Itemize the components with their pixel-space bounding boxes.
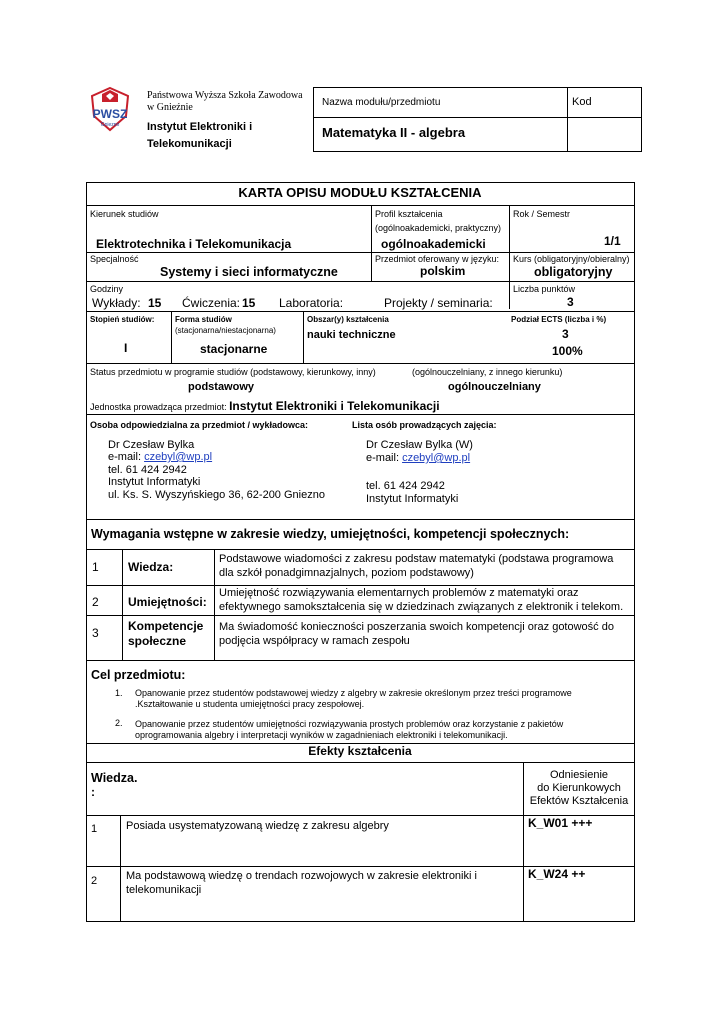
kurs-label: Kurs (obligatoryjny/obieralny) [513,254,630,264]
school-logo [88,86,132,132]
rok-value: 1/1 [604,234,621,248]
school-name-line1: Państwowa Wyższa Szkoła Zawodowa [147,90,303,101]
teacher-email-link[interactable]: czebyl@wp.pl [402,452,471,464]
specjalnosc-value: Systemy i sieci informatyczne [160,265,338,279]
effects-title: Efekty kształcenia [308,744,412,758]
teacher-phone: tel. 61 424 2942 [366,480,445,492]
profil-label: Profil kształcenia [375,209,443,219]
goal-title: Cel przedmiotu: [91,668,186,682]
effects-section-colon: : [91,785,95,799]
jednostka-row [90,400,440,414]
requirement-desc: Umiejętność rozwiązywania elementarnych problemów z matematyki oraz efektywnego samokształcenia się w dziedzinach związanych z elektronik i telekom. [219,587,624,613]
forma-sublabel: (stacjonarna/niestacjonarna) [175,326,276,335]
logo-sub: Gniezno [100,122,120,128]
goal-text: Opanowanie przez studentów umiejętności rozwiązywania prostych problemów oraz korzystanie z pakietów oprogramowania algebry i interpretacji wyników w zagadnieniach elektroniki i telekomunikacji. [135,719,564,741]
requirement-name: Umiejętności: [128,595,207,609]
requirement-name: Wiedza: [128,560,174,574]
module-name-label: Nazwa modułu/przedmiotu [322,97,441,108]
goal-num: 2. [115,718,123,728]
rok-label: Rok / Semestr [513,209,571,219]
specjalnosc-label: Specjalność [90,254,139,264]
ref-header: do Kierunkowych [537,782,621,794]
effect-num: 2 [91,875,98,887]
jednostka-label: Jednostka prowadząca przedmiot: [90,402,227,412]
requirement-num: 1 [92,560,99,574]
module-name-box [313,87,642,152]
email-label: e-mail: [366,452,403,464]
requirement-desc: Ma świadomość konieczności poszerzania swoich kompetencji oraz gotowość do podjęcia współpracy w ramach zespołu [219,621,614,647]
kierunek-label: Kierunek studiów [90,209,159,219]
responsible-address: ul. Ks. S. Wyszyńskiego 36, 62-200 Gniezno [108,489,325,501]
stopien-value: I [124,341,128,355]
effect-ref: K_W01 +++ [528,816,593,830]
effect-text: Posiada usystematyzowaną wiedzę z zakresu algebry [126,820,389,832]
podzial-percent: 100% [552,344,583,358]
teacher-institute: Instytut Informatyki [366,493,459,505]
responsible-email-row [108,451,212,464]
kurs-value: obligatoryjny [534,265,613,279]
cwiczenia-label: Ćwiczenia: [182,296,241,310]
card-title: KARTA OPISU MODUŁU KSZTAŁCENIA [238,185,482,200]
stopien-label: Stopień studiów: [90,315,155,324]
podzial-label: Podział ECTS (liczba i %) [511,315,607,324]
obszar-label: Obszar(y) kształcenia [307,315,389,324]
status-label-2: (ogólnouczelniany, z innego kierunku) [412,367,563,377]
jednostka-value: Instytut Elektroniki i Telekomunikacji [229,399,440,413]
requirement-name: Kompetencje społeczne [128,619,204,648]
code-label: Kod [572,96,592,108]
requirement-desc: Podstawowe wiadomości z zakresu podstaw matematyki (podstawa programowa dla szkół ponadgimnazjalnych, poziom podstawowy) [219,553,614,579]
email-label: e-mail: [108,451,145,463]
cwiczenia-value: 15 [242,296,256,310]
ref-header: Efektów Kształcenia [529,795,629,807]
status-value: podstawowy [188,381,255,393]
effect-ref: K_W24 ++ [528,867,586,881]
goal-text: Opanowanie przez studentów podstawowej wiedzy z algebry w zakresie określonym przez treści programowe .Kształtowanie u studenta umiejętności pracy zespołowej. [135,688,572,710]
module-name: Matematyka II - algebra [322,125,466,140]
podzial-value: 3 [562,327,569,341]
laboratoria-label: Laboratoria: [279,296,344,310]
ref-header: Odniesienie [549,769,609,781]
teachers-label: Lista osób prowadzących zajęcia: [352,420,497,430]
responsible-label: Osoba odpowiedzialna za przedmiot / wykładowca: [90,420,309,430]
goal-num: 1. [115,688,123,698]
teacher-name: Dr Czesław Bylka (W) [366,439,473,451]
jezyk-value: polskim [420,264,466,278]
wyklady-value: 15 [148,296,162,310]
requirement-num: 2 [92,595,99,609]
jezyk-label: Przedmiot oferowany w języku: [375,254,500,264]
institute-line2: Telekomunikacji [147,138,232,150]
responsible-email-link[interactable]: czebyl@wp.pl [144,451,213,463]
responsible-institute: Instytut Informatyki [108,476,201,488]
institute-line1: Instytut Elektroniki i [147,121,253,133]
kierunek-value: Elektrotechnika i Telekomunikacja [96,237,292,251]
effect-text: Ma podstawową wiedzę o trendach rozwojowych w zakresie elektroniki i telekomunikacji [126,870,477,896]
status-value-2: ogólnouczelniany [448,381,541,393]
responsible-phone: tel. 61 424 2942 [108,464,187,476]
responsible-name: Dr Czesław Bylka [108,439,195,451]
school-name-line2: w Gnieźnie [147,102,193,113]
godziny-label: Godziny [90,284,124,294]
projekty-label: Projekty / seminaria: [384,296,493,310]
profil-sublabel: (ogólnoakademicki, praktyczny) [375,223,502,233]
forma-label: Forma studiów [175,315,232,324]
requirements-title: Wymagania wstępne w zakresie wiedzy, umiejętności, kompetencji społecznych: [91,527,570,541]
requirement-num: 3 [92,626,99,640]
ects-label: Liczba punktów [513,284,576,294]
status-label: Status przedmiotu w programie studiów (podstawowy, kierunkowy, inny) [90,367,376,377]
wyklady-label: Wykłady: [92,296,141,310]
effect-num: 1 [91,823,98,835]
effects-section: Wiedza. [91,771,138,785]
teacher-email-row [366,452,470,465]
ects-value: 3 [567,295,574,309]
profil-value: ogólnoakademicki [381,237,486,251]
obszar-value: nauki techniczne [307,329,396,341]
forma-value: stacjonarne [200,342,268,356]
logo-text: PWSZ [92,107,128,121]
